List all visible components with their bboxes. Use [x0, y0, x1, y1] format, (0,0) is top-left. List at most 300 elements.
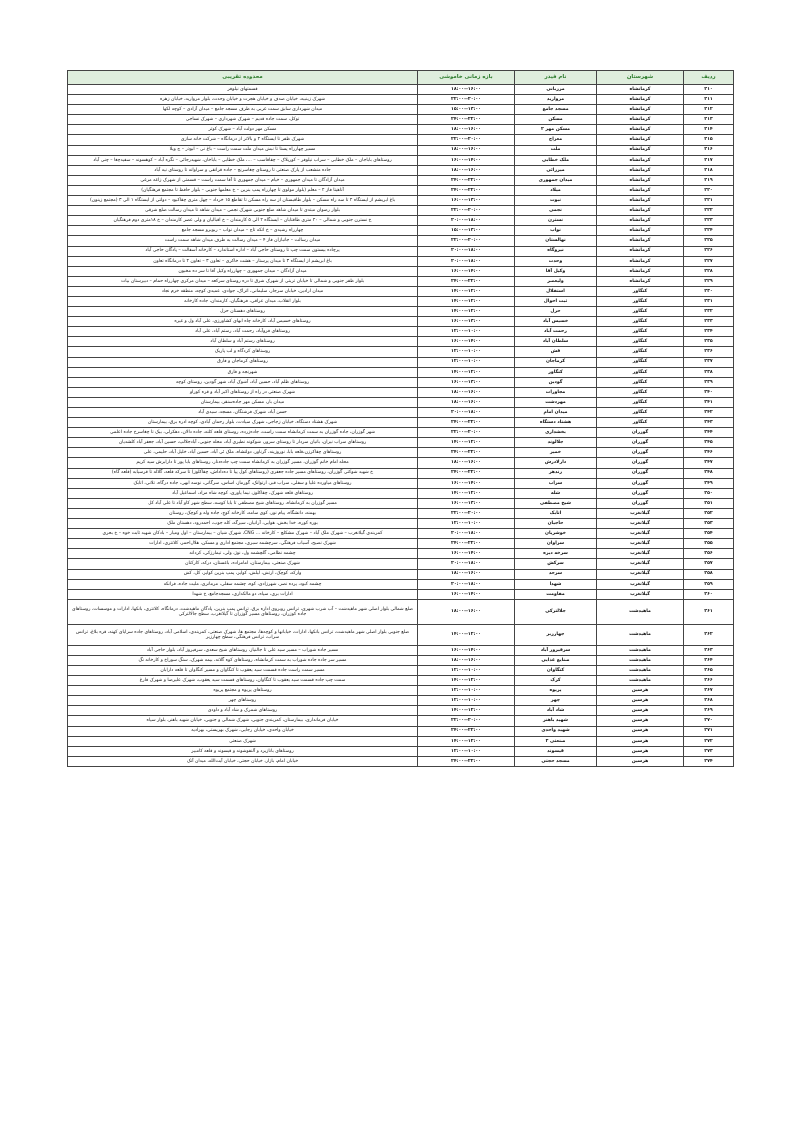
cell-feeder: خوشریان [515, 529, 597, 539]
table-row [68, 95, 734, 105]
cell-time: ۱۳:۰۰--۱۶:۰۰ [418, 196, 515, 206]
cell-area: روستاهای ظلم آباد، حسین آباد، آشوک آباد، شهر گودین، روستای کوچه [68, 377, 418, 387]
table-row [68, 645, 734, 655]
cell-city: گوزران [597, 458, 684, 468]
cell-city: کرمانشاه [597, 145, 684, 155]
table-row [68, 226, 734, 236]
table-row [68, 706, 734, 716]
cell-area: ضلع جنوبی بلوار اصلی شهر ماهیدشت، ترانس بانکها، ادارات، خیابانها و کوچه‌ها، مجتمع ها، شهرک صنعتی، کمربندی، اسلامی آباد، روستاهای جاده سرایای کهنه، قره بلاغ، ترانس سراب، ترانس فرهنگی، سطح چهارزبر [68, 624, 418, 645]
cell-area: روستاهای باباجان – ملک خطابی – سراب نیلوفر – کوریلاک – چقاقاسب – ...، ملک خطابی – باباخان، شهیدرجائی – نگزه آباد – کوهسوند – سفیدچغا – چنی آباد [68, 155, 418, 165]
cell-time: ۲۰:۰۰--۲۲:۰۰ [418, 508, 515, 518]
cell-area: شهرنجه و فارق [68, 367, 418, 377]
cell-time: ۱۲:۰۰--۱۴:۰۰ [418, 676, 515, 686]
cell-time: ۲۰:۰۰--۲۲:۰۰ [418, 206, 515, 216]
cell-index: ۲۴۰ [684, 387, 734, 397]
cell-index: ۲۳۰ [684, 286, 734, 296]
header-city: شهرستان [597, 71, 684, 85]
cell-area: توکل، سمت جاده قدیم – شهرک شهرداری – شهرک نساجی [68, 115, 418, 125]
cell-time: ۱۸:۰۰--۲۰:۰۰ [418, 529, 515, 539]
cell-time: ۱۰:۰۰--۱۲:۰۰ [418, 746, 515, 756]
cell-time: ۱۶:۰۰--۱۸:۰۰ [418, 458, 515, 468]
cell-time: ۲۲:۰۰--۲۴:۰۰ [418, 418, 515, 428]
cell-area: کمربندی گیلانغرب – شهرک ملک آباد – شهرک مشکلچ – کارخانه ... CNG، شهرک شیان – بیمارستان – اول ومیار – بادکان شهید ثابت خوه – خ بحری [68, 529, 418, 539]
table-row [68, 337, 734, 347]
table-row [68, 155, 734, 165]
cell-city: هرسین [597, 706, 684, 716]
cell-time: ۲۲:۰۰--۲۴:۰۰ [418, 726, 515, 736]
header-feeder: نام فیدر [515, 71, 597, 85]
cell-index: ۲۵۶ [684, 549, 734, 559]
cell-time: ۱۰:۰۰--۱۲:۰۰ [418, 347, 515, 357]
table-row [68, 438, 734, 448]
cell-index: ۲۲۰ [684, 185, 734, 195]
cell-city: کنگاور [597, 418, 684, 428]
table-row [68, 266, 734, 276]
cell-city: هرسین [597, 686, 684, 696]
cell-city: کرمانشاه [597, 185, 684, 195]
cell-area: میدان رسالت – جانبازان فاز ۴ – میدان رسالت به طرف میدان شاهد سمت راست [68, 236, 418, 246]
cell-city: گیلانغرب [597, 519, 684, 529]
cell-feeder: ملک خطابی [515, 155, 597, 165]
table-row [68, 686, 734, 696]
cell-city: ماهیدشت [597, 624, 684, 645]
cell-index: ۲۱۶ [684, 145, 734, 155]
cell-city: کرمانشاه [597, 216, 684, 226]
cell-index: ۲۷۲ [684, 736, 734, 746]
cell-area: روستاهای فزوآباد، رحمت آباد، رستم آباد، علی آباد [68, 327, 418, 337]
cell-index: ۲۱۷ [684, 155, 734, 165]
cell-city: کنگاور [597, 397, 684, 407]
cell-city: کرمانشاه [597, 196, 684, 206]
cell-time: ۱۴:۰۰--۱۶:۰۰ [418, 645, 515, 655]
table-row [68, 296, 734, 306]
table-row [68, 105, 734, 115]
cell-feeder: جلالوند [515, 438, 597, 448]
table-row [68, 125, 734, 135]
table-row [68, 418, 734, 428]
cell-area: چشمه کبود، پرده نصر، شهرزادی، کوه، چشمه سفلی، مرمانری، ملیت جاده، فرانکه [68, 579, 418, 589]
cell-index: ۲۵۹ [684, 579, 734, 589]
cell-index: ۲۳۷ [684, 357, 734, 367]
cell-index: ۲۱۴ [684, 125, 734, 135]
cell-index: ۲۵۲ [684, 508, 734, 518]
table-row [68, 408, 734, 418]
cell-city: کنگاور [597, 347, 684, 357]
cell-feeder: سرحد [515, 569, 597, 579]
cell-feeder: میلاد [515, 185, 597, 195]
cell-area: روستاهای کرماجان و فارق [68, 357, 418, 367]
header-time: بازه زمانی خاموشی [418, 71, 515, 85]
table-row [68, 145, 734, 155]
cell-city: کنگاور [597, 327, 684, 337]
cell-feeder: میرزائی [515, 165, 597, 175]
cell-feeder: نیروگاه [515, 246, 597, 256]
cell-index: ۲۲۸ [684, 266, 734, 276]
cell-city: هرسین [597, 736, 684, 746]
cell-index: ۲۶۳ [684, 645, 734, 655]
cell-time: ۱۶:۰۰--۱۸:۰۰ [418, 655, 515, 665]
table-row [68, 579, 734, 589]
cell-index: ۲۲۱ [684, 196, 734, 206]
cell-area: وارکه، کوچک، ارتش، لیلش، کوایز، پمپ بنزین کوایز، کل، کش [68, 569, 418, 579]
cell-area: مسیر جاده شوراب – مسیر سید علی تا جالنیاز، روستاهای شیخ سعدی، سرفیروز آباد، بلوار حاجی آباد [68, 645, 418, 655]
cell-time: ۱۲:۰۰--۱۴:۰۰ [418, 624, 515, 645]
cell-feeder: رحمت آباد [515, 327, 597, 337]
cell-feeder: شهید باهنر [515, 716, 597, 726]
cell-time: ۱۶:۰۰--۱۸:۰۰ [418, 125, 515, 135]
cell-feeder: نهالستان [515, 236, 597, 246]
table-row [68, 347, 734, 357]
table-row [68, 367, 734, 377]
cell-area: باغ ابریشم از ایستگاه ۲ تا سه راه مسکن – بلوار طاقبستان از سه راه مسکن تا تقاطع ۱۵ خرداد – چهل متری چقاکبود – دولتی از ایستگاه ۱ الی ۳ (مجتمع زینون) [68, 196, 418, 206]
cell-area: مسیر سمت راست جاده قسمت سید یعقوب تا کنگاوان و مسیر کنگاوان تا قلعه دارابان [68, 665, 418, 675]
cell-city: گیلانغرب [597, 529, 684, 539]
cell-city: کرمانشاه [597, 135, 684, 145]
cell-time: ۲۰:۰۰--۲۲:۰۰ [418, 135, 515, 145]
cell-area: خیابان امام، بازار، خیابان حجتی، خیابان آیت‌الله، میدان آتک [68, 756, 418, 766]
table-row [68, 196, 734, 206]
cell-area: شهرک صنعتی، بیمارستان، امامزاده، باغستان، درکه، کارکنان [68, 559, 418, 569]
cell-city: ماهیدشت [597, 676, 684, 686]
cell-feeder: زندهر [515, 468, 597, 478]
table-row [68, 327, 734, 337]
cell-area: روستاهای چقاکرزن،قلعه بابا، نوروزینه، گزناور، دولتشاه، ملک ئی آباد، حسین آباد، خلیل آباد، حلیمی، علی [68, 448, 418, 458]
cell-time: ۱۰:۰۰--۱۲:۰۰ [418, 696, 515, 706]
cell-index: ۲۶۴ [684, 655, 734, 665]
cell-index: ۲۶۵ [684, 665, 734, 675]
table-row [68, 246, 734, 256]
cell-index: ۲۱۱ [684, 95, 734, 105]
cell-index: ۲۳۶ [684, 347, 734, 357]
cell-time: ۱۶:۰۰--۱۸:۰۰ [418, 387, 515, 397]
cell-city: گوزران [597, 478, 684, 488]
table-row [68, 488, 734, 498]
cell-index: ۲۴۷ [684, 458, 734, 468]
cell-time: ۲۰:۰۰--۲۲:۰۰ [418, 95, 515, 105]
cell-index: ۲۱۲ [684, 105, 734, 115]
cell-time: ۲۲:۰۰--۲۴:۰۰ [418, 448, 515, 458]
cell-area: سمت چپ جاده قسمت سید یعقوب تا کنگاوان، روستاهای قسمت سید یعقوب، شهرک علیرضا و شهرک فارغ [68, 676, 418, 686]
cell-time: ۲۲:۰۰--۲۴:۰۰ [418, 185, 515, 195]
cell-index: ۲۶۰ [684, 589, 734, 599]
cell-index: ۲۷۳ [684, 746, 734, 756]
cell-time: ۱۲:۰۰--۱۴:۰۰ [418, 367, 515, 377]
cell-time: ۱۳:۰۰--۱۵:۰۰ [418, 226, 515, 236]
cell-area: شهرک صنعتی در راه از روستاهای اکبر آباد و قره کوراو [68, 387, 418, 397]
table-row [68, 655, 734, 665]
cell-feeder: مهردشت [515, 397, 597, 407]
cell-area: روستاهای رستم آباد و سلطان آباد [68, 337, 418, 347]
cell-index: ۲۳۵ [684, 337, 734, 347]
cell-index: ۲۵۵ [684, 539, 734, 549]
cell-area: روستاهای پریوه و مجتمع پریوه [68, 686, 418, 696]
cell-area: محله امام خانم گوزران، مسیر گوزران به کرمانشاه سمت چپ جاده‌دنار، روستاهای بابا پور تا دارابرش سید کریم [68, 458, 418, 468]
cell-time: ۱۲:۰۰--۱۴:۰۰ [418, 286, 515, 296]
cell-time: ۲۰:۰۰--۲۲:۰۰ [418, 428, 515, 438]
cell-index: ۲۶۸ [684, 696, 734, 706]
cell-index: ۲۴۹ [684, 478, 734, 488]
cell-city: کنگاور [597, 367, 684, 377]
cell-feeder: کنگاوان [515, 665, 597, 675]
cell-area: باغ ابریشم از ایستگاه ۳ تا میدان پرستار – هشت خاکری – تعاون ۳ – تعاون ۲ تا درمانگاه تعاون [68, 256, 418, 266]
cell-index: ۲۲۳ [684, 216, 734, 226]
cell-time: ۲۲:۰۰--۲۴:۰۰ [418, 276, 515, 286]
cell-feeder: دارلادرش [515, 458, 597, 468]
outage-schedule-table [67, 70, 734, 767]
table-row [68, 599, 734, 624]
cell-time: ۱۴:۰۰--۱۶:۰۰ [418, 155, 515, 165]
table-row [68, 498, 734, 508]
cell-area: روستاهای کردگاه و لب پاریک [68, 347, 418, 357]
cell-city: کرمانشاه [597, 105, 684, 115]
cell-index: ۲۳۲ [684, 307, 734, 317]
cell-area: بهمنه، دانشگاه، پیام نور، کوی سامه، کارخانه کوچ، جاده وله و کوچک، روستان [68, 508, 418, 518]
cell-area: شهر گوزران، جاده گوزران به سمت کرمانشاه سمت راست، جاده‌زرده، روستای قلعه کلنه، جاده دالان، دهکرلی، بیک تا چغاسرخ جاده اعلمی [68, 428, 418, 438]
cell-feeder: سلطان آباد [515, 337, 597, 347]
cell-city: کنگاور [597, 317, 684, 327]
cell-city: کنگاور [597, 377, 684, 387]
cell-index: ۲۳۹ [684, 377, 734, 387]
cell-city: کنگاور [597, 337, 684, 347]
cell-time: ۲۲:۰۰--۲۴:۰۰ [418, 468, 515, 478]
table-row [68, 377, 734, 387]
cell-area: مسیر چهارراه پستا تا نبش میدان ملت سمت راست – باغ نی – ابوذر – ج ویلا [68, 145, 418, 155]
cell-area: بلوار رضوان مبتدی تا میدان شاهد ضلع جنوبی شهرک نجمی – میدان شاهد تا میدان رسالت ضلع شرقی [68, 206, 418, 216]
table-row [68, 448, 734, 458]
cell-city: گیلانغرب [597, 589, 684, 599]
cell-city: ماهیدشت [597, 665, 684, 675]
cell-area: شهرک صنعتی [68, 736, 418, 746]
cell-index: ۲۶۹ [684, 706, 734, 716]
cell-feeder: مقاومت [515, 589, 597, 599]
cell-feeder: سرکش [515, 559, 597, 569]
cell-feeder: وکیل آقا [515, 266, 597, 276]
cell-city: گیلانغرب [597, 569, 684, 579]
cell-time: ۱۸:۰۰--۲۰:۰۰ [418, 216, 515, 226]
cell-index: ۲۶۷ [684, 686, 734, 696]
cell-area: جاده منشعب از پارک صنعتی تا روستای چغاسرنج – جاده قرانقی و سراوانه تا روستای نیه آباد [68, 165, 418, 175]
cell-city: کرمانشاه [597, 115, 684, 125]
cell-feeder: نواب [515, 226, 597, 236]
cell-feeder: شله [515, 488, 597, 498]
table-row [68, 357, 734, 367]
cell-city: گوزران [597, 468, 684, 478]
cell-index: ۲۷۴ [684, 756, 734, 766]
cell-feeder: ملت [515, 145, 597, 155]
table-row [68, 276, 734, 286]
cell-feeder: گودین [515, 377, 597, 387]
cell-city: کرمانشاه [597, 226, 684, 236]
cell-time: ۲۲:۰۰--۲۴:۰۰ [418, 175, 515, 185]
cell-index: ۲۴۳ [684, 418, 734, 428]
cell-feeder: هشتاد دستگاه [515, 418, 597, 428]
cell-index: ۲۳۳ [684, 317, 734, 327]
table-row [68, 115, 734, 125]
header-index: ردیف [684, 71, 734, 85]
cell-time: ۱۲:۰۰--۱۴:۰۰ [418, 307, 515, 317]
table-row [68, 468, 734, 478]
cell-city: کرمانشاه [597, 175, 684, 185]
cell-area: آناهیتا فاز ۲ – معلم (بلوار مولوی تا چهارراه پمپ بنزین – خ معلمها جنوبی – بلوار حافظ تا مجتمع فرهنگیان) [68, 185, 418, 195]
cell-index: ۲۳۸ [684, 367, 734, 377]
cell-city: کرمانشاه [597, 85, 684, 95]
cell-time: ۱۰:۰۰--۱۲:۰۰ [418, 327, 515, 337]
cell-city: گیلانغرب [597, 549, 684, 559]
cell-time: ۱۲:۰۰--۱۴:۰۰ [418, 488, 515, 498]
cell-index: ۲۵۸ [684, 569, 734, 579]
cell-area: روستاهای دهستان حزل [68, 307, 418, 317]
table-row [68, 529, 734, 539]
cell-feeder: ولیعصر [515, 276, 597, 286]
cell-area: روستاهای قلعه شهرک، چقاکلوز، نیما یاوری، کوچه شاه مراد، اسماعیل آباد [68, 488, 418, 498]
cell-area: چهارراه رشیدی – خ اتکه تاج – میدان نواب – ربوبرو مسجد جامع [68, 226, 418, 236]
cell-area: شهرک زینبیه، خیابان صدف و خیابان هجرت و خیابان وحدت، بلوار مروارید، خیابان زهره [68, 95, 418, 105]
cell-feeder: جلالترکی [515, 599, 597, 624]
cell-time: ۱۰:۰۰--۱۲:۰۰ [418, 519, 515, 529]
cell-feeder: سراوان [515, 539, 597, 549]
cell-feeder: بخشداری [515, 428, 597, 438]
cell-city: گوزران [597, 428, 684, 438]
cell-area: بلوار انقلاب، میدان عراقی، فرهنگیان، کارمندان، جاده کارخانه [68, 296, 418, 306]
cell-city: کرمانشاه [597, 266, 684, 276]
table-row [68, 236, 734, 246]
cell-area: میدان ارادین، خیابان سرجار، سلیمانی، اتراک، جوادی، عمیدی کوچه، منطقه خرم نجاد [68, 286, 418, 296]
cell-time: ۱۶:۰۰--۱۸:۰۰ [418, 165, 515, 175]
cell-area: پرچاده بیستون سمت چپ تا روستای حاجی آباد – اداره استاندارد – کارخانه آسفالت – پادگان حاجی آباد [68, 246, 418, 256]
cell-index: ۲۵۳ [684, 519, 734, 529]
cell-time: ۱۰:۰۰--۱۲:۰۰ [418, 665, 515, 675]
table-header-row [68, 71, 734, 85]
cell-feeder: کرماجان [515, 357, 597, 367]
cell-city: کرمانشاه [597, 206, 684, 216]
table-row [68, 559, 734, 569]
table-row [68, 387, 734, 397]
cell-feeder: شهدا [515, 579, 597, 589]
cell-feeder: میدان امام [515, 408, 597, 418]
cell-area: شهرک ظفر تا ایستگاه ۲ و بالاتر از درمانگاه – شرکت خانه سازی [68, 135, 418, 145]
cell-city: کنگاور [597, 408, 684, 418]
cell-area: حسن آباد، شهرک فرشتگان، مسجد، سیدی آباد [68, 408, 418, 418]
cell-feeder: مسجد حجتی [515, 756, 597, 766]
table-row [68, 676, 734, 686]
table-row [68, 539, 734, 549]
cell-feeder: ثبت احوال [515, 296, 597, 306]
cell-area: روستاهای شمرک و شاد آباد و داودی [68, 706, 418, 716]
cell-feeder: سرخه دیزه [515, 549, 597, 559]
cell-feeder: پریوه [515, 686, 597, 696]
cell-feeder: استقلال [515, 286, 597, 296]
cell-feeder: کنگاور [515, 367, 597, 377]
cell-area: ادارات بری، سپاه، دو مالکداری، مسجدجامع، خ شهدا [68, 589, 418, 599]
cell-index: ۲۵۰ [684, 488, 734, 498]
cell-city: کرمانشاه [597, 276, 684, 286]
cell-feeder: حزل [515, 307, 597, 317]
header-area: محدوده تقریبی [68, 71, 418, 85]
cell-area: مسیر گوزران به کرمانشاه، روستاهای شیخ مصطفی تا بابا کوسه، سطح شهر کاو آباد تا علی آباد کل [68, 498, 418, 508]
cell-time: ۱۴:۰۰--۱۶:۰۰ [418, 337, 515, 347]
cell-city: هرسین [597, 696, 684, 706]
table-row [68, 726, 734, 736]
table-row [68, 85, 734, 95]
cell-feeder: مروارید [515, 95, 597, 105]
cell-time: ۱۰:۰۰--۱۲:۰۰ [418, 686, 515, 696]
cell-feeder: چهر [515, 696, 597, 706]
cell-city: هرسین [597, 756, 684, 766]
cell-time: ۱۲:۰۰--۱۴:۰۰ [418, 296, 515, 306]
cell-city: کرمانشاه [597, 125, 684, 135]
table-row [68, 549, 734, 559]
cell-index: ۲۲۶ [684, 246, 734, 256]
cell-city: کنگاور [597, 357, 684, 367]
cell-city: گیلانغرب [597, 579, 684, 589]
cell-time: ۱۲:۰۰--۱۴:۰۰ [418, 438, 515, 448]
cell-city: کرمانشاه [597, 236, 684, 246]
cell-area: ضلع شمالی بلوار اصلی شهر ماهیدشت – آب شرب شهری، ترانس روبروی اداره برق، ترانس پمپ بنزین، پادگان ماهیدشت، درمانگاه، کلانتری، بانکها، ادارات و موسسات، روستاهای جاده کوزران، روستاهای مسیر گوزران تا گیلانغرب، سطح جالالترکی [68, 599, 418, 624]
cell-time: ۱۰:۰۰--۱۲:۰۰ [418, 357, 515, 367]
cell-time: ۱۳:۰۰--۱۵:۰۰ [418, 105, 515, 115]
cell-index: ۲۴۱ [684, 397, 734, 407]
cell-index: ۲۴۶ [684, 448, 734, 458]
cell-time: ۱۶:۰۰--۱۸:۰۰ [418, 397, 515, 407]
table-row [68, 397, 734, 407]
cell-time: ۱۳:۰۰--۱۶:۰۰ [418, 377, 515, 387]
cell-area: چشمه نظامی، گلچشمه ول، نوژ، ولی، تیمارزکی، کردانه [68, 549, 418, 559]
cell-index: ۲۶۶ [684, 676, 734, 686]
table-row [68, 458, 734, 468]
cell-feeder: وحدت [515, 256, 597, 266]
cell-city: گوزران [597, 438, 684, 448]
table-row [68, 206, 734, 216]
cell-feeder: نسترن [515, 216, 597, 226]
cell-time: ۱۳:۰۰--۱۶:۰۰ [418, 317, 515, 327]
cell-city: کنگاور [597, 286, 684, 296]
cell-city: هرسین [597, 726, 684, 736]
cell-index: ۲۳۱ [684, 296, 734, 306]
cell-city: کنگاور [597, 387, 684, 397]
table-row [68, 317, 734, 327]
cell-index: ۲۳۴ [684, 327, 734, 337]
table-row [68, 665, 734, 675]
cell-feeder: صنعتی ۲ [515, 736, 597, 746]
cell-index: ۲۲۷ [684, 256, 734, 266]
cell-city: کرمانشاه [597, 246, 684, 256]
cell-index: ۲۲۴ [684, 226, 734, 236]
cell-index: ۲۶۱ [684, 599, 734, 624]
cell-feeder: جهارزبر [515, 624, 597, 645]
cell-feeder: صنایع غذایی [515, 655, 597, 665]
cell-area: شهرک نصیح، آسیاب فرهنگی، سرچشمه سبزی، مجتمع اداری و مسکن، هلال‌احمر، کلانتری، ادارات [68, 539, 418, 549]
cell-area: خ نسترن جنوبی و شمالی – ۲۰ متری طاقتابان – ایستگاه ۲ الی ۵ کارمندان – خ اقبالیان و ولی عصر کارمندان – خ ۱۸متری دوم فرهنگیان [68, 216, 418, 226]
cell-time: ۱۴:۰۰--۱۶:۰۰ [418, 266, 515, 276]
cell-city: گوزران [597, 448, 684, 458]
cell-index: ۲۱۸ [684, 165, 734, 175]
cell-time: ۲۰:۰۰--۲۲:۰۰ [418, 716, 515, 726]
cell-city: گیلانغرب [597, 539, 684, 549]
cell-feeder: مسکن مهر ۲ [515, 125, 597, 135]
cell-area: روستاهای سراب نیران، بانیان سردار تا روستای سرور، شوکوند نطیری آباد، محله جنوبی، آبادجلالپ، حسین آباد، جعفر آباد کلشدیان [68, 438, 418, 448]
cell-time: ۱۶:۰۰--۱۸:۰۰ [418, 145, 515, 155]
cell-index: ۲۵۴ [684, 529, 734, 539]
cell-feeder: مسجد جامع [515, 105, 597, 115]
cell-index: ۲۷۱ [684, 726, 734, 736]
cell-index: ۲۲۵ [684, 236, 734, 246]
table-row [68, 286, 734, 296]
cell-city: هرسین [597, 746, 684, 756]
cell-city: کرمانشاه [597, 95, 684, 105]
cell-index: ۲۴۲ [684, 408, 734, 418]
table-row [68, 185, 734, 195]
cell-index: ۲۴۵ [684, 438, 734, 448]
